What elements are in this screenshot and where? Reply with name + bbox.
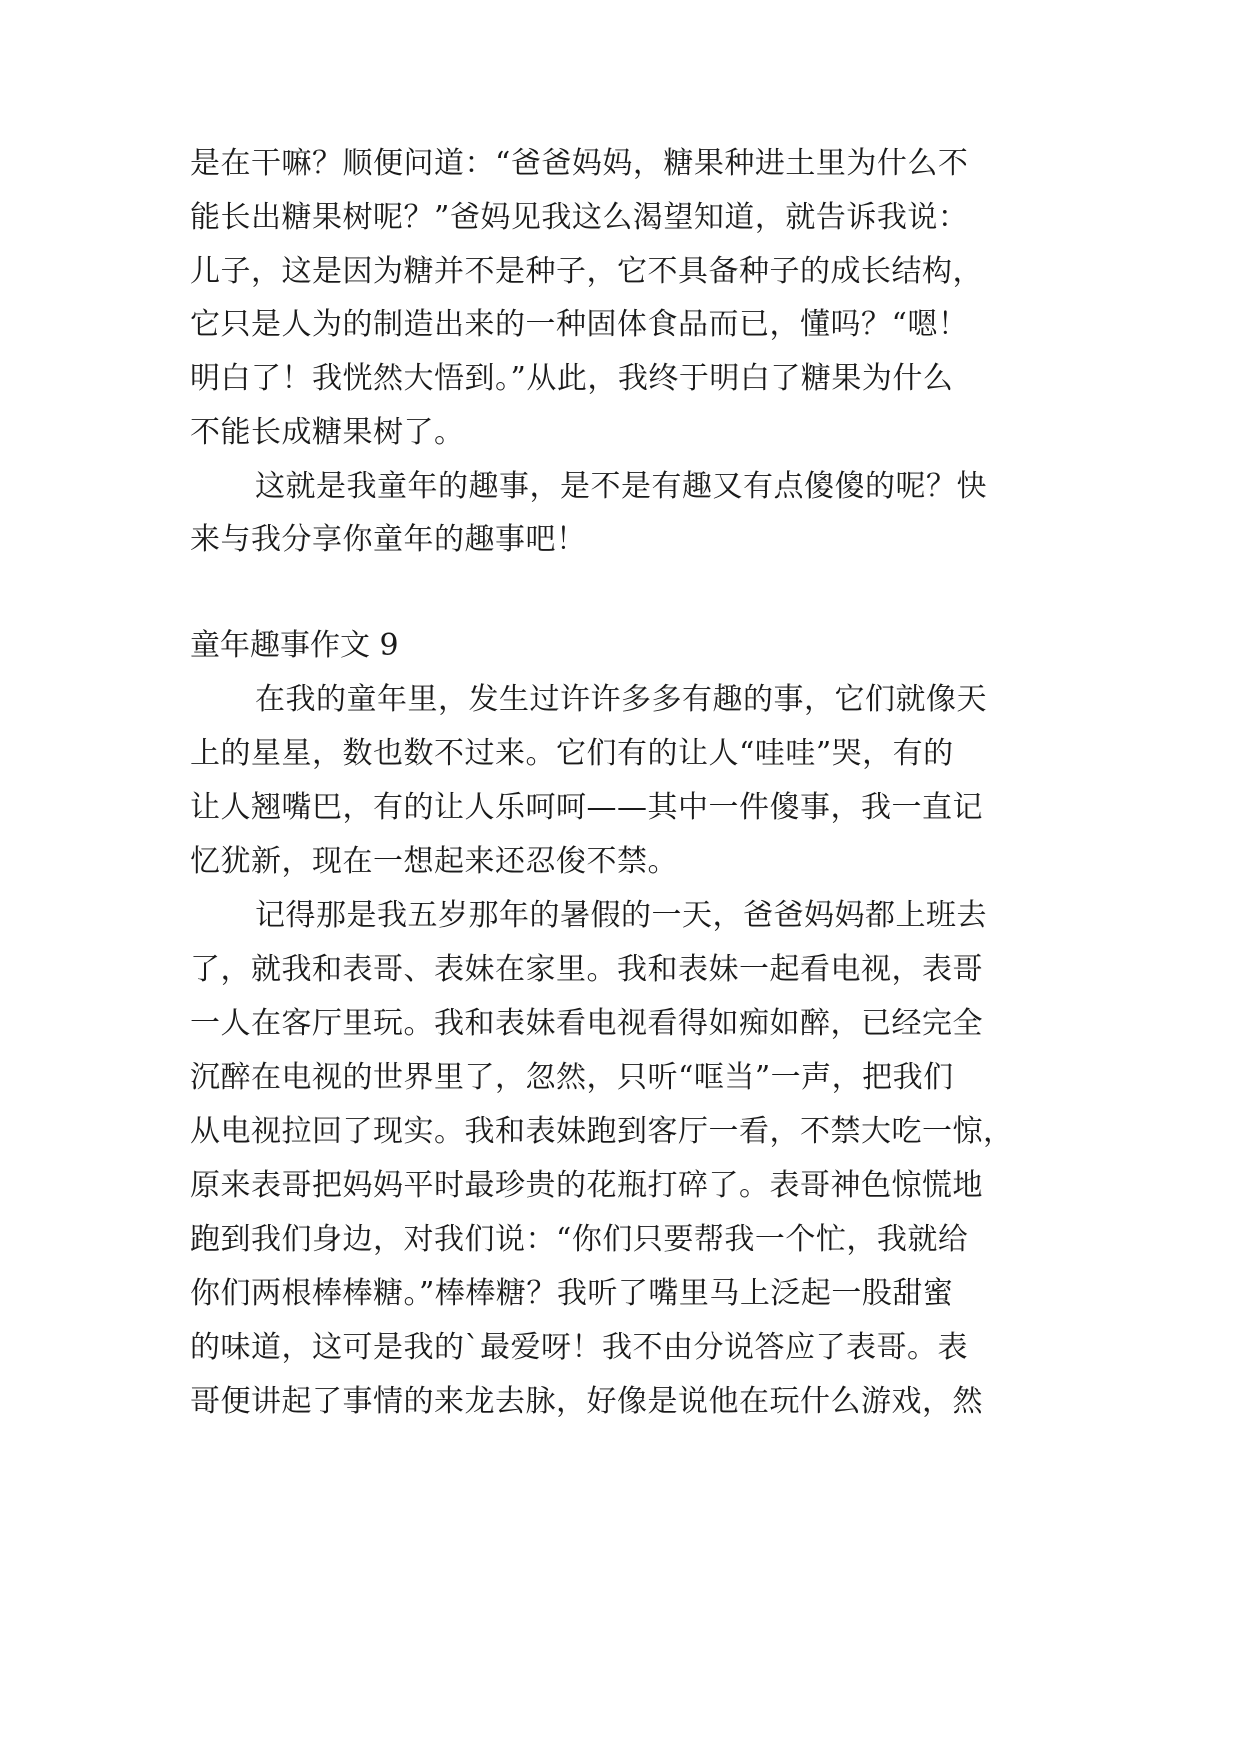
paragraph-line: 哥便讲起了事情的来龙去脉，好像是说他在玩什么游戏，然 [190, 1384, 983, 1419]
paragraph-line: 是在干嘛？顺便问道：“爸爸妈妈，糖果种进土里为什么不 [190, 146, 969, 181]
paragraph-line: 忆犹新，现在一想起来还忍俊不禁。 [190, 844, 678, 879]
paragraph-line: 从电视拉回了现实。我和表妹跑到客厅一看，不禁大吃一惊， [190, 1114, 1014, 1149]
paragraph-line: 来与我分享你童年的趣事吧！ [190, 522, 587, 557]
paragraph-line: 原来表哥把妈妈平时最珍贵的花瓶打碎了。表哥神色惊慌地 [190, 1168, 983, 1203]
paragraph-line: 能长出糖果树呢？”爸妈见我这么渴望知道，就告诉我说： [190, 200, 969, 235]
paragraph-line: 这就是我童年的趣事，是不是有趣又有点傻傻的呢？快 [255, 469, 987, 504]
paragraph-line: 跑到我们身边，对我们说：“你们只要帮我一个忙，我就给 [190, 1222, 969, 1257]
paragraph-line: 儿子，这是因为糖并不是种子，它不具备种子的成长结构， [190, 254, 983, 289]
paragraph-line: 让人翘嘴巴，有的让人乐呵呵——其中一件傻事，我一直记 [190, 790, 983, 825]
paragraph-line: 一人在客厅里玩。我和表妹看电视看得如痴如醉，已经完全 [190, 1006, 983, 1041]
paragraph-line: 你们两根棒棒糖。”棒棒糖？我听了嘴里马上泛起一股甜蜜 [190, 1276, 954, 1311]
paragraph-line: 它只是人为的制造出来的一种固体食品而已，懂吗？“嗯！ [190, 307, 969, 342]
essay-title: 童年趣事作文 9 [190, 628, 399, 663]
paragraph-line: 沉醉在电视的世界里了，忽然，只听“哐当”一声，把我们 [190, 1060, 954, 1095]
paragraph-line: 不能长成糖果树了。 [190, 415, 465, 450]
paragraph-line: 了，就我和表哥、表妹在家里。我和表妹一起看电视，表哥 [190, 952, 983, 987]
paragraph-line: 在我的童年里，发生过许许多多有趣的事，它们就像天 [255, 682, 987, 717]
paragraph-line: 的味道，这可是我的`最爱呀！我不由分说答应了表哥。表 [190, 1330, 968, 1365]
paragraph-line: 明白了！我恍然大悟到。”从此，我终于明白了糖果为什么 [190, 361, 954, 396]
paragraph-line: 记得那是我五岁那年的暑假的一天，爸爸妈妈都上班去 [255, 898, 987, 933]
paragraph-line: 上的星星，数也数不过来。它们有的让人“哇哇”哭，有的 [190, 736, 954, 771]
